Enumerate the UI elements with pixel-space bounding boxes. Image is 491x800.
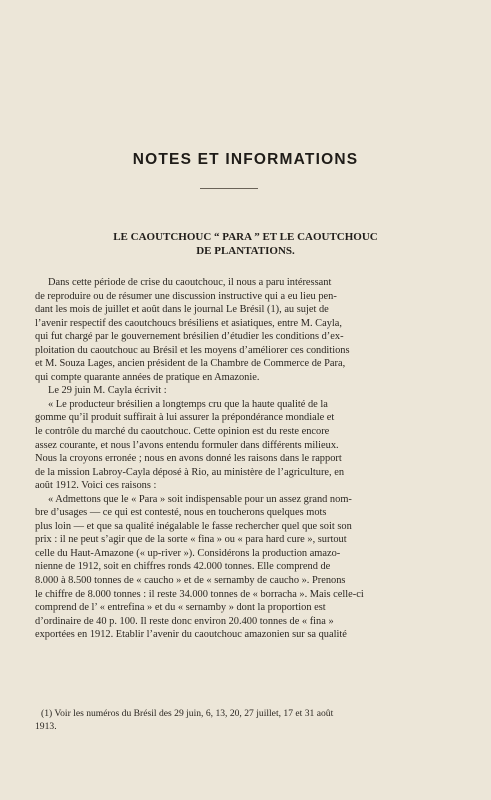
body-line: bre d’usages — ce qui est contesté, nous en toucherons quelques mots [35,507,327,519]
body-line: qui fut chargé par le gouvernement brésilien d’étudier les conditions d’ex- [35,331,344,343]
body-line: le contrôle du marché du caoutchouc. Cette opinion est du reste encore [35,426,330,438]
body-line: celle du Haut-Amazone (« up-river »). Considérons la production amazo- [35,547,341,559]
body-line: assez courante, et nous l’avons entendu formuler dans différents milieux. [35,439,339,451]
body-line: Dans cette période de crise du caoutchouc, il nous a paru intéressant [48,277,332,288]
body-line: le chiffre de 8.000 tonnes : il reste 34.000 tonnes de « borracha ». Mais celle-ci [35,588,364,600]
section-title: NOTES ET INFORMATIONS [132,151,359,168]
body-line: « Le producteur brésilien a longtemps cru que la haute qualité de la [48,398,328,410]
body-line: dant les mois de juillet et août dans le journal Le Brésil (1), au sujet de [35,304,329,316]
body-line: de reproduire ou de résumer une discussion instructive qui a eu lieu pen- [35,290,337,302]
footnote-line: (1) Voir les numéros du Brésil des 29 juin, 6, 13, 20, 27 juillet, 17 et 31 août [41,708,334,719]
article-body [35,276,435,642]
body-line: Le 29 juin M. Cayla écrivit : [48,385,167,397]
body-line: Nous la croyons erronée ; nous en avons donné les raisons dans le rapport [35,453,342,465]
body-line: prix : il ne peut s’agir que de la sorte « fina » ou « para hard cure », surtout [35,534,347,546]
body-line: plus loin — et que sa qualité inégalable le fasse rechercher quel que soit son [35,520,352,532]
body-line: d’ordinaire de 40 p. 100. Il reste donc environ 20.400 tonnes de « fina » [35,615,334,627]
body-line: 8.000 à 8.500 tonnes de « caucho » et de « sernamby de caucho ». Prenons [35,575,346,587]
body-line: « Admettons que le « Para » soit indispensable pour un assez grand nom- [48,493,352,505]
body-line: de la mission Labroy-Cayla déposé à Rio, au ministère de l’agriculture, en [35,466,345,478]
body-line: gomme qu’il produit suffirait à lui assurer la prépondérance mondiale et [35,412,335,424]
footnote [35,708,435,733]
body-line: et M. Souza Lages, ancien président de la Chambre de Commerce de Para, [35,358,346,370]
body-line: ploitation du caoutchouc au Brésil et les moyens d’améliorer ces conditions [35,344,350,356]
title-divider [200,188,258,189]
article-title [60,230,431,258]
article-title-line: DE PLANTATIONS. [196,245,295,257]
body-line: qui compte quarante années de pratique en Amazonie. [35,371,260,383]
body-line: comprend de l’ « entrefina » et du « sernamby » dont la proportion est [35,602,326,614]
article-title-line: LE CAOUTCHOUC “ PARA ” ET LE CAOUTCHOUC [113,231,378,243]
body-line: exportées en 1912. Etablir l’avenir du caoutchouc amazonien sur sa qualité [35,629,347,641]
footnote-line: 1913. [35,720,57,732]
body-line: nienne de 1912, soit en chiffres ronds 42.000 tonnes. Elle comprend de [35,561,331,573]
body-line: l’avenir respectif des caoutchoucs brésiliens et asiatiques, entre M. Cayla, [35,317,342,329]
body-line: août 1912. Voici ces raisons : [35,480,157,492]
